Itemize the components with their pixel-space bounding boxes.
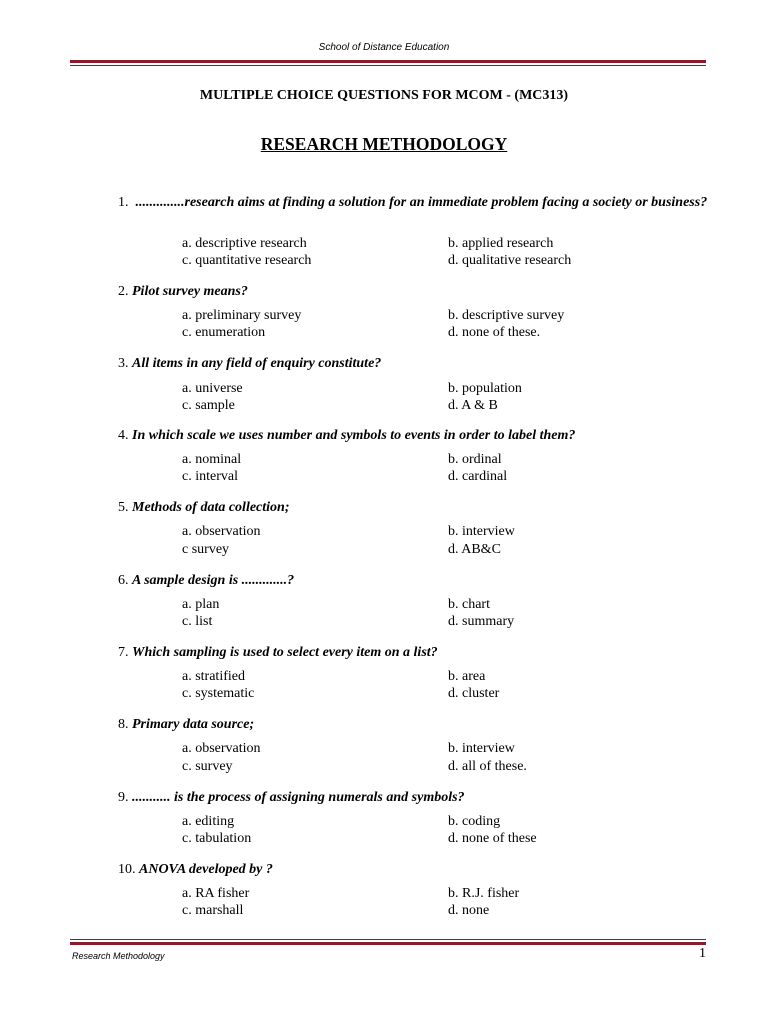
option-c: c. marshall bbox=[182, 903, 244, 918]
option-b: b. interview bbox=[448, 524, 515, 539]
footer-rule-thick bbox=[70, 942, 706, 945]
option-a: a. RA fisher bbox=[182, 886, 250, 901]
option-b: b. descriptive survey bbox=[448, 308, 565, 323]
subject-title: RESEARCH METHODOLOGY bbox=[260, 134, 508, 154]
question-number: 5. bbox=[118, 500, 129, 515]
option-d: d. qualitative research bbox=[448, 253, 572, 268]
question-text: Primary data source; bbox=[132, 717, 255, 732]
question-9 bbox=[118, 790, 708, 806]
question-8 bbox=[118, 717, 708, 733]
question-text: ........... is the process of assigning numerals and symbols? bbox=[132, 790, 465, 805]
question-number: 4. bbox=[118, 428, 129, 443]
option-c: c. list bbox=[182, 614, 213, 629]
option-d: d. A & B bbox=[448, 398, 498, 413]
option-c: c. quantitative research bbox=[182, 253, 312, 268]
header-rule-thick bbox=[70, 60, 706, 63]
option-b: b. applied research bbox=[448, 236, 554, 251]
question-text: Pilot survey means? bbox=[132, 284, 248, 299]
question-text: ..............research aims at finding a solution for an immediate problem facing a society or business? bbox=[135, 195, 708, 210]
question-4 bbox=[118, 428, 708, 444]
footer-subject: Research Methodology bbox=[72, 951, 165, 961]
question-number: 7. bbox=[118, 645, 129, 660]
question-text: Methods of data collection; bbox=[132, 500, 290, 515]
option-a: a. plan bbox=[182, 597, 220, 612]
question-number: 2. bbox=[118, 284, 129, 299]
question-text: In which scale we uses number and symbols to events in order to label them? bbox=[132, 428, 576, 443]
option-c: c. sample bbox=[182, 398, 235, 413]
option-a: a. observation bbox=[182, 524, 261, 539]
option-c: c. tabulation bbox=[182, 831, 252, 846]
question-2 bbox=[118, 284, 708, 300]
option-b: b. area bbox=[448, 669, 486, 684]
question-number: 1. bbox=[118, 195, 129, 210]
document-title: MULTIPLE CHOICE QUESTIONS FOR MCOM - (MC313) bbox=[199, 88, 569, 103]
option-a: a. nominal bbox=[182, 452, 242, 467]
option-b: b. R.J. fisher bbox=[448, 886, 520, 901]
question-text: ANOVA developed by ? bbox=[139, 862, 273, 877]
header-rule-thin bbox=[70, 65, 706, 66]
option-c: c survey bbox=[182, 542, 230, 557]
option-b: b. chart bbox=[448, 597, 490, 612]
question-3 bbox=[118, 356, 708, 372]
option-a: a. preliminary survey bbox=[182, 308, 302, 323]
institution-name: School of Distance Education bbox=[318, 42, 450, 53]
question-number: 6. bbox=[118, 573, 129, 588]
question-number: 9. bbox=[118, 790, 129, 805]
question-10 bbox=[118, 862, 708, 878]
question-number: 3. bbox=[118, 356, 129, 371]
option-d: d. AB&C bbox=[448, 542, 501, 557]
option-c: c. enumeration bbox=[182, 325, 266, 340]
option-a: a. universe bbox=[182, 381, 243, 396]
question-6 bbox=[118, 573, 708, 589]
option-c: c. survey bbox=[182, 759, 233, 774]
option-d: d. cardinal bbox=[448, 469, 508, 484]
question-7 bbox=[118, 645, 708, 661]
option-c: c. systematic bbox=[182, 686, 255, 701]
option-d: d. all of these. bbox=[448, 759, 527, 774]
option-a: a. editing bbox=[182, 814, 235, 829]
option-a: a. descriptive research bbox=[182, 236, 307, 251]
option-b: b. population bbox=[448, 381, 522, 396]
option-a: a. observation bbox=[182, 741, 261, 756]
question-1 bbox=[118, 195, 708, 211]
question-number: 8. bbox=[118, 717, 129, 732]
question-number: 10. bbox=[118, 862, 136, 877]
option-c: c. interval bbox=[182, 469, 238, 484]
option-d: d. none of these. bbox=[448, 325, 541, 340]
question-text: Which sampling is used to select every item on a list? bbox=[132, 645, 438, 660]
question-5 bbox=[118, 500, 708, 516]
page-number: 1 bbox=[699, 946, 706, 961]
option-d: d. summary bbox=[448, 614, 515, 629]
option-d: d. none of these bbox=[448, 831, 537, 846]
option-b: b. coding bbox=[448, 814, 501, 829]
option-a: a. stratified bbox=[182, 669, 245, 684]
option-b: b. interview bbox=[448, 741, 515, 756]
option-d: d. cluster bbox=[448, 686, 500, 701]
question-text: All items in any field of enquiry constitute? bbox=[132, 356, 382, 371]
option-d: d. none bbox=[448, 903, 490, 918]
question-text: A sample design is .............? bbox=[132, 573, 295, 588]
option-b: b. ordinal bbox=[448, 452, 502, 467]
footer-rule-thin bbox=[70, 939, 706, 940]
